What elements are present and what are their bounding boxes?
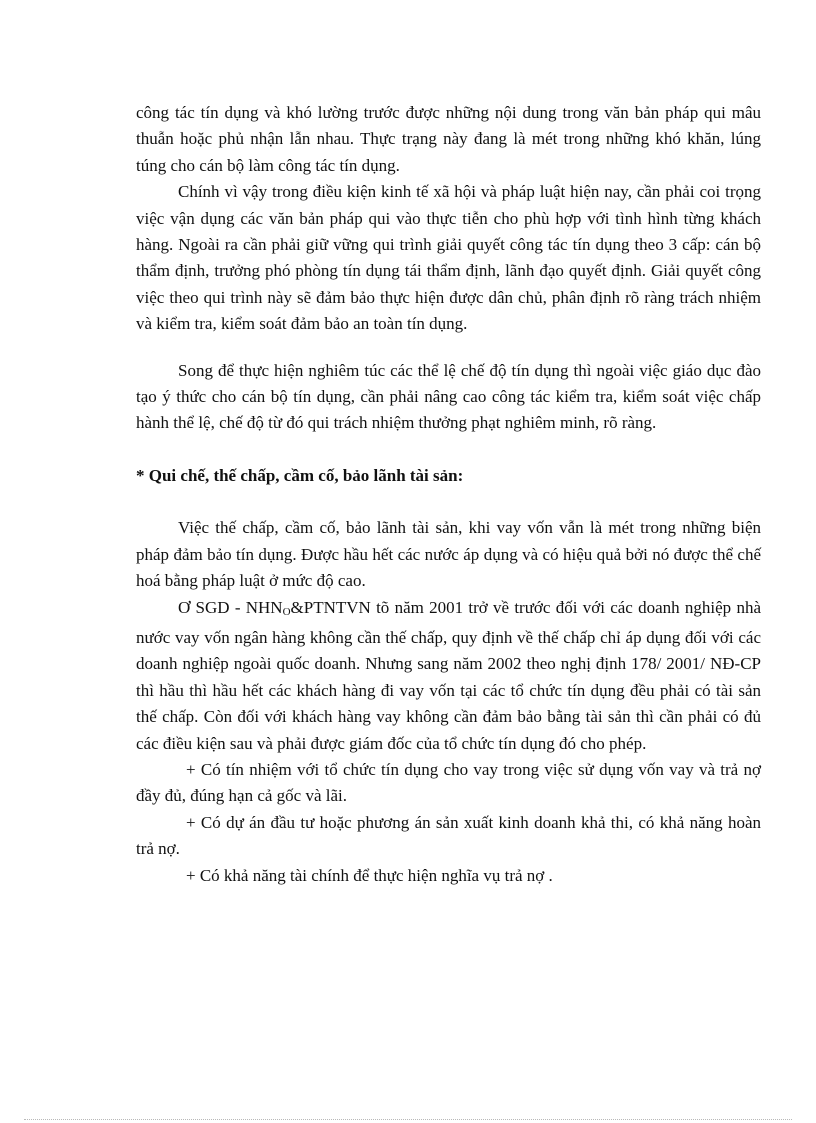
paragraph-1: công tác tín dụng và khó lường trước được những nội dung trong văn bản pháp qui mâu thuẫn hoặc phủ nhận lẫn nhau. Thực trạng này đang là mét trong những khó khăn, lúng túng cho cán bộ làm công tác tín dụng. <box>136 103 761 175</box>
paragraph-3: Song để thực hiện nghiêm túc các thể lệ chế độ tín dụng thì ngoài việc giáo dục đào tạo ý thức cho cán bộ tín dụng, cần phải nâng cao công tác kiểm tra, kiểm soát việc chấp hành thể lệ, chế độ từ đó qui trách nhiệm thưởng phạt nghiêm minh, rõ ràng. <box>136 360 761 433</box>
paragraph-5-subscript: O <box>282 605 291 618</box>
paragraph-4: Việc thế chấp, cầm cố, bảo lãnh tài sản, khi vay vốn vẫn là mét trong những biện pháp đảm bảo tín dụng. Được hầu hết các nước áp dụng và có hiệu quả bởi nó được thể chế hoá bằng pháp luật ở mức độ cao. <box>136 518 761 591</box>
page-bottom-divider <box>24 1119 792 1120</box>
paragraph-5 <box>136 595 761 757</box>
section-heading: * Qui chế, thế chấp, cầm cố, bảo lãnh tài sản: <box>136 465 464 485</box>
list-item-1: + Có tín nhiệm với tổ chức tín dụng cho vay trong việc sử dụng vốn vay và trả nợ đầy đủ, đúng hạn cả gốc và lãi. <box>136 759 761 806</box>
paragraph-2: Chính vì vậy trong điều kiện kinh tế xã hội và pháp luật hiện nay, cần phải coi trọng việc vận dụng các văn bản pháp qui vào thực tiễn cho phù hợp với tình hình từng khách hàng. Ngoài ra cần phải giữ vững qui trình giải quyết công tác tín dụng theo 3 cấp: cán bộ thẩm định, trưởng phó phòng tín dụng tái thẩm định, lãnh đạo quyết định. Giải quyết công việc theo qui trình này sẽ đảm bảo thực hiện được dân chủ, phân định rõ ràng trách nhiệm và kiểm tra, kiểm soát đảm bảo an toàn tín dụng. <box>136 182 761 334</box>
paragraph-5-part-2: &PTNTVN tõ năm 2001 trở về trước đối với các doanh nghiệp nhà nước vay vốn ngân hàng không cần thế chấp, quy định về thế chấp chỉ áp dụng đối với các doanh nghiệp ngoài quốc doanh. Nhưng sang năm 2002 theo nghị định 178/ 2001/ NĐ-CP thì hầu thì hầu hết các khách hàng đi vay vốn tại các tổ chức tín dụng đều phải có tài sản thế chấp. Còn đối với khách hàng vay không cần đảm bảo bằng tài sản thì cần phải có đủ các điều kiện sau và phải được giám đốc của tổ chức tín dụng đó cho phép. <box>136 597 761 753</box>
paragraph-5-part-1: Ơ SGD - NHN <box>178 597 283 617</box>
list-item-3: + Có khả năng tài chính để thực hiện nghĩa vụ trả nợ . <box>186 865 553 885</box>
document-body <box>136 100 761 889</box>
list-item-2: + Có dự án đầu tư hoặc phương án sản xuất kinh doanh khả thi, có khả năng hoàn trả nợ. <box>136 812 761 859</box>
